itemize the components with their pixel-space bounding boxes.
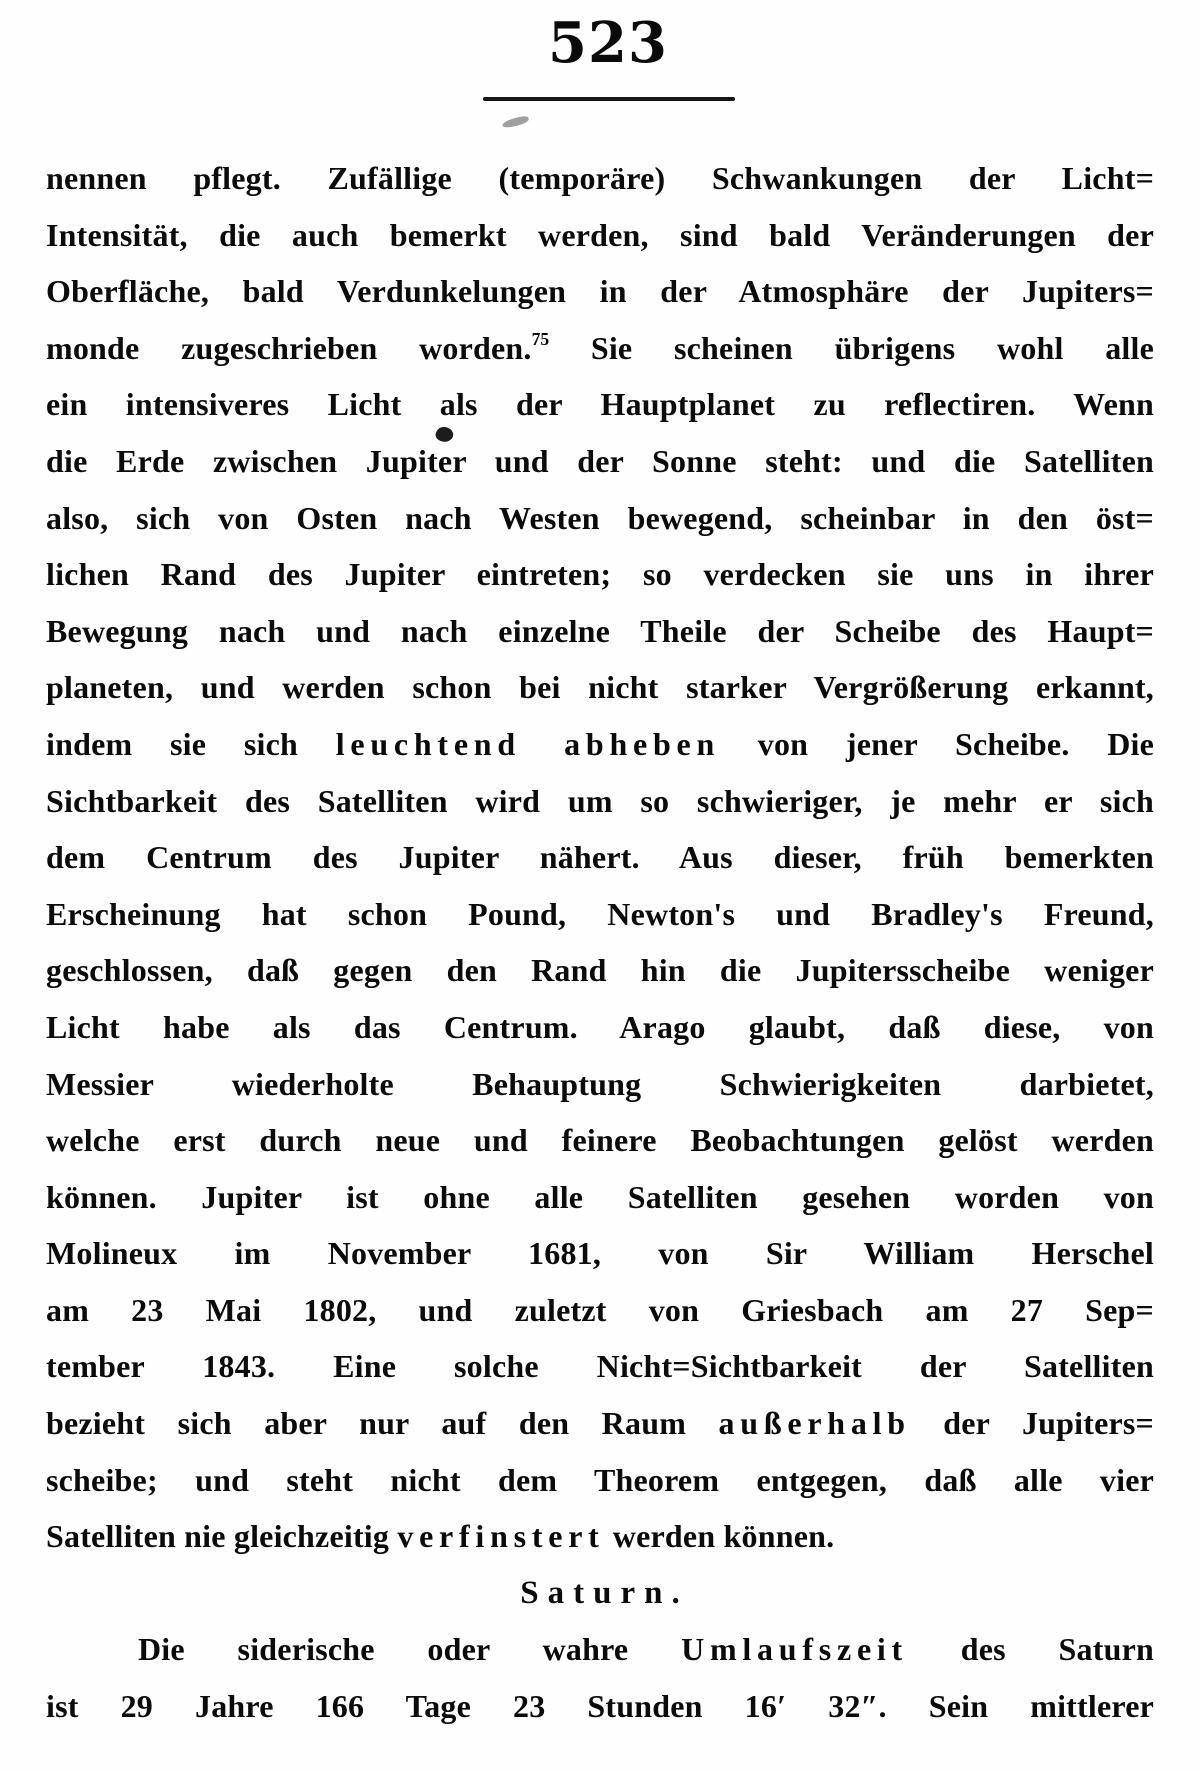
text-line [46,1225,1154,1282]
line-text: bezieht sich aber nur auf den Raum [46,1405,719,1442]
line-text: Erscheinung hat schon Pound, Newton's und Bradley's Freund, [46,895,1154,932]
text-line [46,1508,1154,1565]
line-text: Die siderische oder wahre [138,1631,682,1668]
text-line [46,603,1154,660]
line-text: dem Centrum des Jupiter nähert. Aus dieser, früh bemerkten [46,839,1154,876]
text-line [46,1169,1154,1226]
line-text: der Jupiters= [910,1405,1154,1442]
emphasized-text: Umlaufszeit [681,1631,908,1668]
line-text: Oberfläche, bald Verdunkelungen in der Atmosphäre der Jupiters= [46,273,1154,310]
text-line [46,1678,1154,1735]
text-line [46,150,1154,207]
text-line [46,716,1154,773]
text-line [46,942,1154,999]
text-line [46,1338,1154,1395]
line-text: am 23 Mai 1802, und zuletzt von Griesbach am 27 Sep= [46,1291,1154,1328]
line-text: monde zugeschrieben worden. [46,329,532,366]
text-line [46,1056,1154,1113]
page-number: 523 [548,10,668,76]
text-line [46,490,1154,547]
line-text: Satelliten nie gleichzeitig [46,1518,398,1555]
text-line [46,886,1154,943]
line-text: planeten, und werden schon bei nicht starker Vergrößerung erkannt, [46,669,1154,706]
text-line [46,1282,1154,1339]
line-text: nennen pflegt. Zufällige (temporäre) Schwankungen der Licht= [46,160,1154,196]
line-text: scheibe; und steht nicht dem Theorem entgegen, daß alle vier [46,1461,1154,1498]
text-line [46,1452,1154,1509]
text-line [46,433,1154,490]
text-line [46,999,1154,1056]
line-text: also, sich von Osten nach Westen bewegend, scheinbar in den öst= [46,499,1154,536]
line-text: lichen Rand des Jupiter eintreten; so verdecken sie uns in ihrer [46,556,1154,593]
emphasized-text: außerhalb [718,1405,911,1442]
header-rule [483,97,735,101]
line-text: von jener Scheibe. Die [720,725,1155,762]
text-line [46,1112,1154,1169]
text-line [46,546,1154,603]
text-line [46,659,1154,716]
line-text: tember 1843. Eine solche Nicht=Sichtbarkeit der Satelliten [46,1348,1154,1385]
line-text: Sie scheinen übrigens wohl alle [549,329,1154,366]
line-text: werden können. [604,1518,835,1555]
scan-smudge [501,115,529,129]
text-line [46,1621,1154,1678]
line-text: welche erst durch neue und feinere Beobachtungen gelöst werden [46,1122,1154,1159]
text-line [46,773,1154,830]
line-text: ist 29 Jahre 166 Tage 23 Stunden 16′ 32″. Sein mittlerer [46,1688,1154,1725]
body-text [46,150,1154,1735]
section-heading: Saturn. [520,1574,689,1611]
line-text: Messier wiederholte Behauptung Schwierigkeiten darbietet, [46,1065,1154,1102]
line-text: ein intensiveres Licht als der Hauptplanet zu reflectiren. Wenn [46,386,1154,423]
text-line [46,320,1154,377]
line-text: die Erde zwischen Jupiter und der Sonne steht: und die Satelliten [46,442,1154,479]
text-line [46,263,1154,320]
footnote-marker: 75 [531,328,550,349]
line-text: Sichtbarkeit des Satelliten wird um so schwieriger, je mehr er sich [46,782,1154,819]
text-line [46,207,1154,264]
text-line [46,376,1154,433]
line-text: Licht habe als das Centrum. Arago glaubt, daß diese, von [46,1008,1154,1045]
line-text: geschlossen, daß gegen den Rand hin die Jupitersscheibe weniger [46,952,1154,989]
line-text: indem sie sich [46,725,336,762]
text-line [46,829,1154,886]
line-text: des Saturn [907,1631,1155,1668]
line-text: Intensität, die auch bemerkt werden, sind bald Veränderungen der [46,216,1154,253]
line-text: können. Jupiter ist ohne alle Satelliten gesehen worden von [46,1178,1154,1215]
line-text: Bewegung nach und nach einzelne Theile der Scheibe des Haupt= [46,612,1154,649]
emphasized-text: verfinstert [397,1518,605,1555]
line-text: Molineux im November 1681, von Sir William Herschel [46,1235,1154,1272]
text-line [46,1395,1154,1452]
emphasized-text: leuchtend abheben [335,725,721,762]
